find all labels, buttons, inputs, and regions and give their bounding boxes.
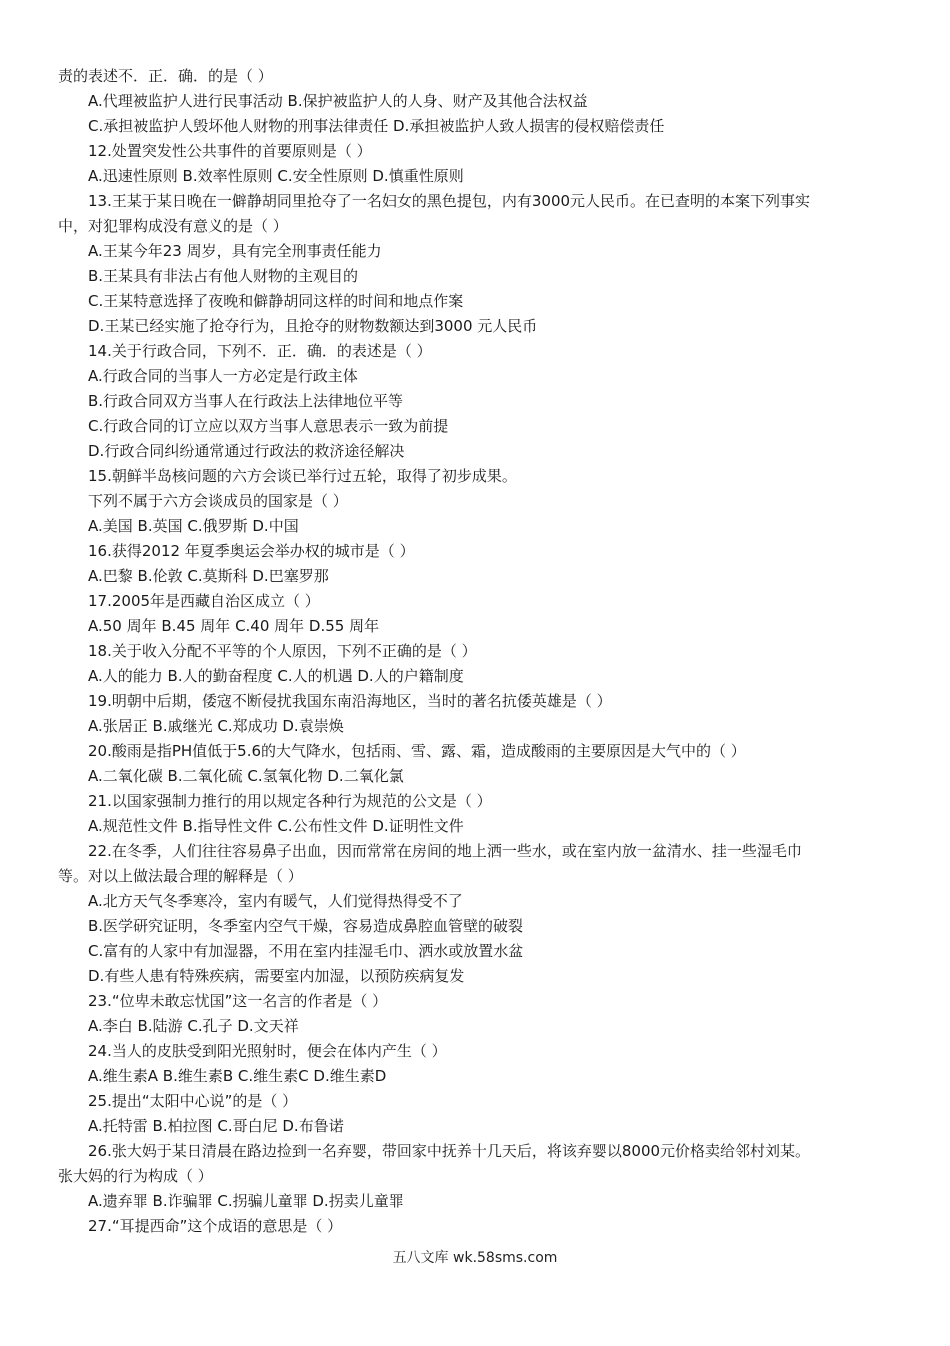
text-line: A.50 周年 B.45 周年 C.40 周年 D.55 周年 <box>88 617 380 635</box>
text-line: A.巴黎 B.伦敦 C.莫斯科 D.巴塞罗那 <box>88 567 329 585</box>
text-line: A.王某今年23 周岁，具有完全刑事责任能力 <box>88 242 382 260</box>
text-line: B.行政合同双方当事人在行政法上法律地位平等 <box>88 392 404 410</box>
text-line: 26.张大妈于某日清晨在路边捡到一名弃婴，带回家中抚养十几天后，将该弃婴以8000元价格卖给邻村刘某。 <box>88 1142 811 1160</box>
text-line: 22.在冬季，人们往往容易鼻子出血，因而常常在房间的地上洒一些水，或在室内放一盆清水、挂一些湿毛巾 <box>88 842 802 860</box>
text-line: 15.朝鲜半岛核问题的六方会谈已举行过五轮，取得了初步成果。 <box>88 467 517 485</box>
text-line: 19.明朝中后期，倭寇不断侵扰我国东南沿海地区，当时的著名抗倭英雄是（ ） <box>88 692 612 710</box>
text-line: D.王某已经实施了抢夺行为，且抢夺的财物数额达到3000 元人民币 <box>88 317 538 335</box>
text-line: C.行政合同的订立应以双方当事人意思表示一致为前提 <box>88 417 449 435</box>
text-line: A.规范性文件 B.指导性文件 C.公布性文件 D.证明性文件 <box>88 817 464 835</box>
text-line: 21.以国家强制力推行的用以规定各种行为规范的公文是（ ） <box>88 792 492 810</box>
text-line: A.代理被监护人进行民事活动 B.保护被监护人的人身、财产及其他合法权益 <box>88 92 588 110</box>
text-line: A.遗弃罪 B.诈骗罪 C.拐骗儿童罪 D.拐卖儿童罪 <box>88 1192 404 1210</box>
text-line: C.王某特意选择了夜晚和僻静胡同这样的时间和地点作案 <box>88 292 464 310</box>
text-line: A.北方天气冬季寒冷，室内有暖气，人们觉得热得受不了 <box>88 892 463 910</box>
text-line: 14.关于行政合同，下列不．正．确．的表述是（ ） <box>88 342 432 360</box>
text-line: A.二氧化碳 B.二氧化硫 C.氢氧化物 D.二氧化氯 <box>88 767 404 785</box>
text-line: B.王某具有非法占有他人财物的主观目的 <box>88 267 359 285</box>
text-line: B.医学研究证明，冬季室内空气干燥，容易造成鼻腔血管壁的破裂 <box>88 917 524 935</box>
text-line: 责的表述不．正．确．的是（ ） <box>58 67 273 85</box>
text-line: 12.处置突发性公共事件的首要原则是（ ） <box>88 142 372 160</box>
text-line: A.李白 B.陆游 C.孔子 D.文天祥 <box>88 1017 299 1035</box>
text-line: D.有些人患有特殊疾病，需要室内加湿，以预防疾病复发 <box>88 967 465 985</box>
text-line: 24.当人的皮肤受到阳光照射时，便会在体内产生（ ） <box>88 1042 447 1060</box>
document-body <box>58 64 896 1239</box>
text-line: A.托特雷 B.柏拉图 C.哥白尼 D.布鲁诺 <box>88 1117 344 1135</box>
text-line: 13.王某于某日晚在一僻静胡同里抢夺了一名妇女的黑色提包，内有3000元人民币。在已查明的本案下列事实 <box>88 192 811 210</box>
text-line: 18.关于收入分配不平等的个人原因，下列不正确的是（ ） <box>88 642 477 660</box>
text-line: C.富有的人家中有加湿器，不用在室内挂湿毛巾、洒水或放置水盆 <box>88 942 524 960</box>
page-footer: 五八文库 wk.58sms.com <box>392 1250 558 1266</box>
text-line: A.美国 B.英国 C.俄罗斯 D.中国 <box>88 517 299 535</box>
text-line: 20.酸雨是指PH值低于5.6的大气降水，包括雨、雪、露、霜，造成酸雨的主要原因是大气中的（ ） <box>88 742 746 760</box>
text-line: 25.提出“太阳中心说”的是（ ） <box>88 1092 298 1110</box>
text-line: 中，对犯罪构成没有意义的是（ ） <box>58 217 288 235</box>
text-line: 17.2005年是西藏自治区成立（ ） <box>88 592 320 610</box>
text-line: 张大妈的行为构成（ ） <box>58 1167 213 1185</box>
text-line: 27.“耳提西命”这个成语的意思是（ ） <box>88 1217 343 1235</box>
text-line: 16.获得2012 年夏季奥运会举办权的城市是（ ） <box>88 542 415 560</box>
text-line: 23.“位卑未敢忘忧国”这一名言的作者是（ ） <box>88 992 388 1010</box>
text-line: C.承担被监护人毁坏他人财物的刑事法律责任 D.承担被监护人致人损害的侵权赔偿责任 <box>88 117 665 135</box>
text-line: D.行政合同纠纷通常通过行政法的救济途径解决 <box>88 442 405 460</box>
text-line: A.行政合同的当事人一方必定是行政主体 <box>88 367 358 385</box>
text-line: 下列不属于六方会谈成员的国家是（ ） <box>88 492 348 510</box>
text-line: A.迅速性原则 B.效率性原则 C.安全性原则 D.慎重性原则 <box>88 167 464 185</box>
text-line: 等。对以上做法最合理的解释是（ ） <box>58 867 303 885</box>
text-line: A.维生素A B.维生素B C.维生素C D.维生素D <box>88 1067 387 1085</box>
text-line: A.张居正 B.戚继光 C.郑成功 D.袁崇焕 <box>88 717 344 735</box>
text-line: A.人的能力 B.人的勤奋程度 C.人的机遇 D.人的户籍制度 <box>88 667 464 685</box>
